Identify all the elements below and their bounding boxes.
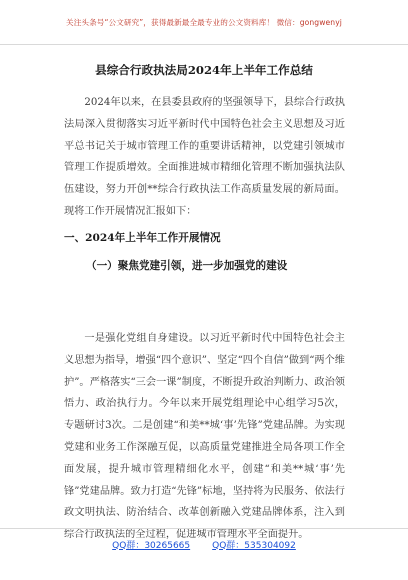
qq-group-link-1[interactable]: QQ群：30265665: [112, 540, 191, 551]
section-heading: 一、2024年上半年工作开展情况: [64, 232, 221, 244]
footer: [0, 530, 408, 558]
body-paragraph: 一是强化党组自身建设。以习近平新时代中国特色社会主义思想为指导，增强“四个意识”、坚定“四个自信”做到“两个维护”。严格落实“三会一课”制度，不断提升政治判断力、政治领悟力、政治执行力。今年以来开展党组理论中心组学习5次，专题研讨3次。二是创建“和美**城‘事’先锋”党建品牌。为实现党建和业务工作深融互促，以高质量党建推进全局各项工作全面发展，提升城市管理精细化水平，创建“和美**城‘事’先锋”党建品牌。致力打造“先锋”标地，坚持将为民服务、依法行政文明执法、防治结合、改革创新融入党建品牌体系，注入到综合行政执法的全过程，促进城市管理水平全面提升。: [64, 333, 345, 541]
banner-text: 关注头条号“公文研究”，获得最新最全最专业的公文资料库！ 微信：gongwenyj: [66, 17, 342, 27]
qq-group-link-2[interactable]: QQ群：535304092: [212, 540, 296, 551]
intro-paragraph: 2024年以来，在县委县政府的坚强领导下，县综合行政执法局深入贯彻落实习近平新时代中国特色社会主义思想及习近平总书记关于城市管理工作的重要讲话精神，以党建引领城市管理工作提质增效。全面推进城市精细化管理不断加强执法队伍建设，努力开创**综合行政执法工作高质量发展的新局面。现将工作开展情况汇报如下：: [64, 97, 345, 217]
footer-divider: [0, 528, 408, 529]
document-title: 县综合行政执法局2024年上半年工作总结: [95, 63, 313, 77]
top-banner: [0, 0, 408, 45]
subsection-heading: （一）聚焦党建引领，进一步加强党的建设: [86, 260, 288, 272]
